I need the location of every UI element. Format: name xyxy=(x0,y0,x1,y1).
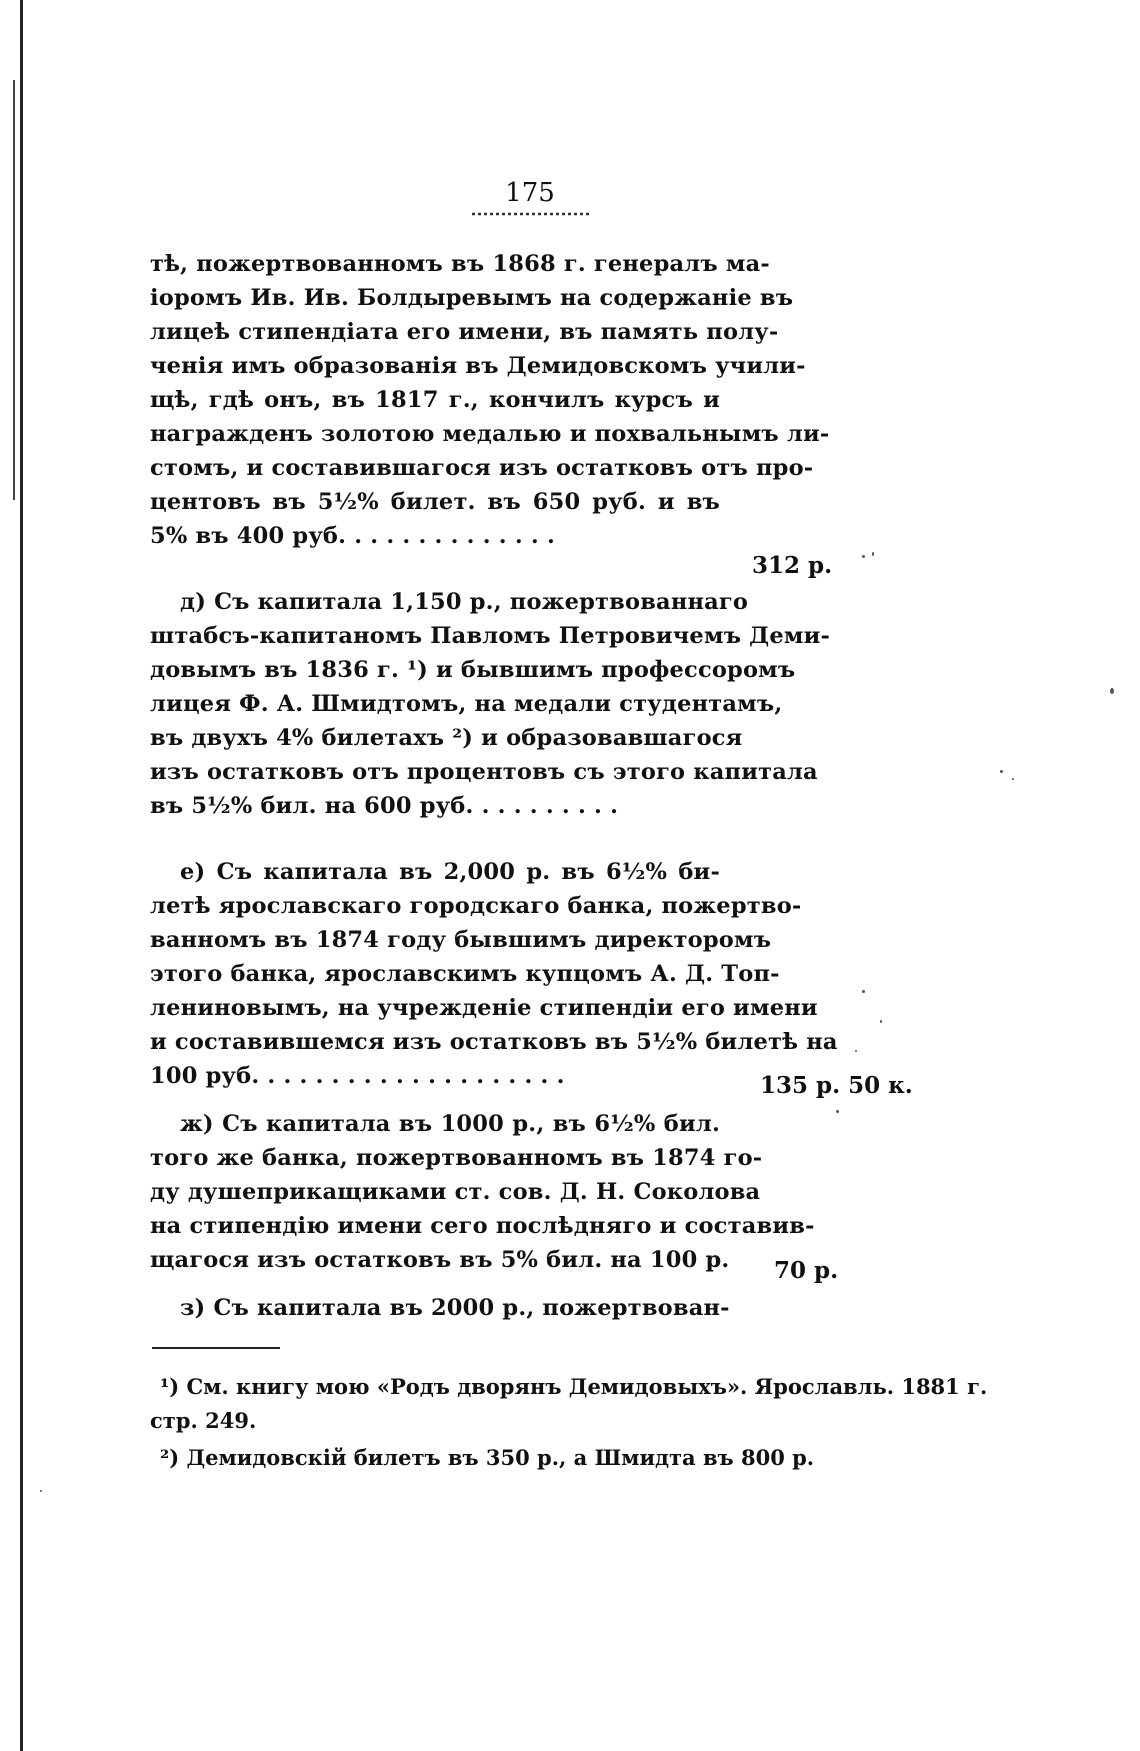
amount-70: 70 р. xyxy=(774,1257,839,1284)
footnote-2: ²) Демидовскій билетъ въ 350 р., а Шмидта въ 800 р. xyxy=(160,1445,815,1470)
footnote-1: ¹) См. книгу мою «Родъ дворянъ Демидовыхъ». Ярославль. 1881 г. xyxy=(160,1374,988,1399)
scan-speck xyxy=(1110,688,1114,694)
scan-speck xyxy=(862,555,865,558)
body-line: изъ остатковъ отъ процентовъ съ этого капитала xyxy=(150,759,818,785)
body-line: центовъ въ 5½% билет. въ 650 руб. и въ xyxy=(150,489,720,515)
body-line: щѣ, гдѣ онъ, въ 1817 г., кончилъ курсъ и xyxy=(150,387,720,413)
scan-speck xyxy=(836,1110,839,1113)
body-line: 5% въ 400 руб. . . . . . . . . . . . . . xyxy=(150,523,556,549)
body-line: штабсъ-капитаномъ Павломъ Петровичемъ Деми- xyxy=(150,623,831,649)
body-line: и составившемся изъ остатковъ въ 5½% билетѣ на xyxy=(150,1029,838,1055)
amount-135-50: 135 р. 50 к. xyxy=(760,1072,913,1099)
body-line: стомъ, и составившагося изъ остатковъ отъ про- xyxy=(150,455,814,481)
page-number-ornament xyxy=(472,211,590,217)
body-line: летѣ ярославскаго городскаго банка, пожертво- xyxy=(150,893,802,919)
body-line: лениновымъ, на учрежденіе стипендіи его имени xyxy=(150,995,818,1021)
scan-speck xyxy=(1012,778,1014,780)
body-line: д) Съ капитала 1,150 р., пожертвованнаго xyxy=(180,589,749,615)
binding-edge-inner xyxy=(13,80,15,500)
body-line: ванномъ въ 1874 году бывшимъ директоромъ xyxy=(150,927,772,953)
body-line: лицея Ф. А. Шмидтомъ, на медали студентамъ, xyxy=(150,691,783,717)
body-line: тѣ, пожертвованномъ въ 1868 г. генералъ ма- xyxy=(150,251,770,277)
page-number: 175 xyxy=(505,178,555,208)
scan-speck xyxy=(872,552,874,556)
binding-edge xyxy=(20,0,23,1751)
body-line: з) Съ капитала въ 2000 р., пожертвован- xyxy=(180,1295,730,1321)
scan-speck xyxy=(855,1050,857,1052)
scan-speck xyxy=(862,990,865,993)
scan-speck xyxy=(40,1490,42,1492)
scan-speck xyxy=(880,1020,882,1023)
body-line: того же банка, пожертвованномъ въ 1874 го- xyxy=(150,1145,763,1171)
body-line: этого банка, ярославскимъ купцомъ А. Д. Топ- xyxy=(150,961,780,987)
body-line: іоромъ Ив. Ив. Болдыревымъ на содержаніе въ xyxy=(150,285,794,311)
scan-speck xyxy=(1000,770,1003,773)
body-line: е) Съ капитала въ 2,000 р. въ 6½% би- xyxy=(180,859,720,885)
body-line: награжденъ золотою медалью и похвальнымъ ли- xyxy=(150,421,830,447)
body-line: щагося изъ остатковъ въ 5% бил. на 100 р. xyxy=(150,1247,730,1273)
body-line: въ 5½% бил. на 600 руб. . . . . . . . . . xyxy=(150,793,619,819)
body-line: лицеѣ стипендіата его имени, въ память полу- xyxy=(150,319,779,345)
body-line: ду душеприкащиками ст. сов. Д. Н. Соколова xyxy=(150,1179,761,1205)
amount-312: 312 р. xyxy=(752,552,833,579)
body-line: въ двухъ 4% билетахъ ²) и образовавшагося xyxy=(150,725,743,751)
body-line: на стипендію имени сего послѣдняго и составив- xyxy=(150,1213,815,1239)
body-line: довымъ въ 1836 г. ¹) и бывшимъ профессоромъ xyxy=(150,657,796,683)
body-line: 100 руб. . . . . . . . . . . . . . . . . . . . xyxy=(150,1063,565,1089)
footnote-rule xyxy=(152,1347,280,1349)
body-line: ж) Съ капитала въ 1000 р., въ 6½% бил. xyxy=(180,1111,720,1137)
footnote-1-continued: стр. 249. xyxy=(150,1408,257,1433)
body-line: ченія имъ образованія въ Демидовскомъ учили- xyxy=(150,353,806,379)
